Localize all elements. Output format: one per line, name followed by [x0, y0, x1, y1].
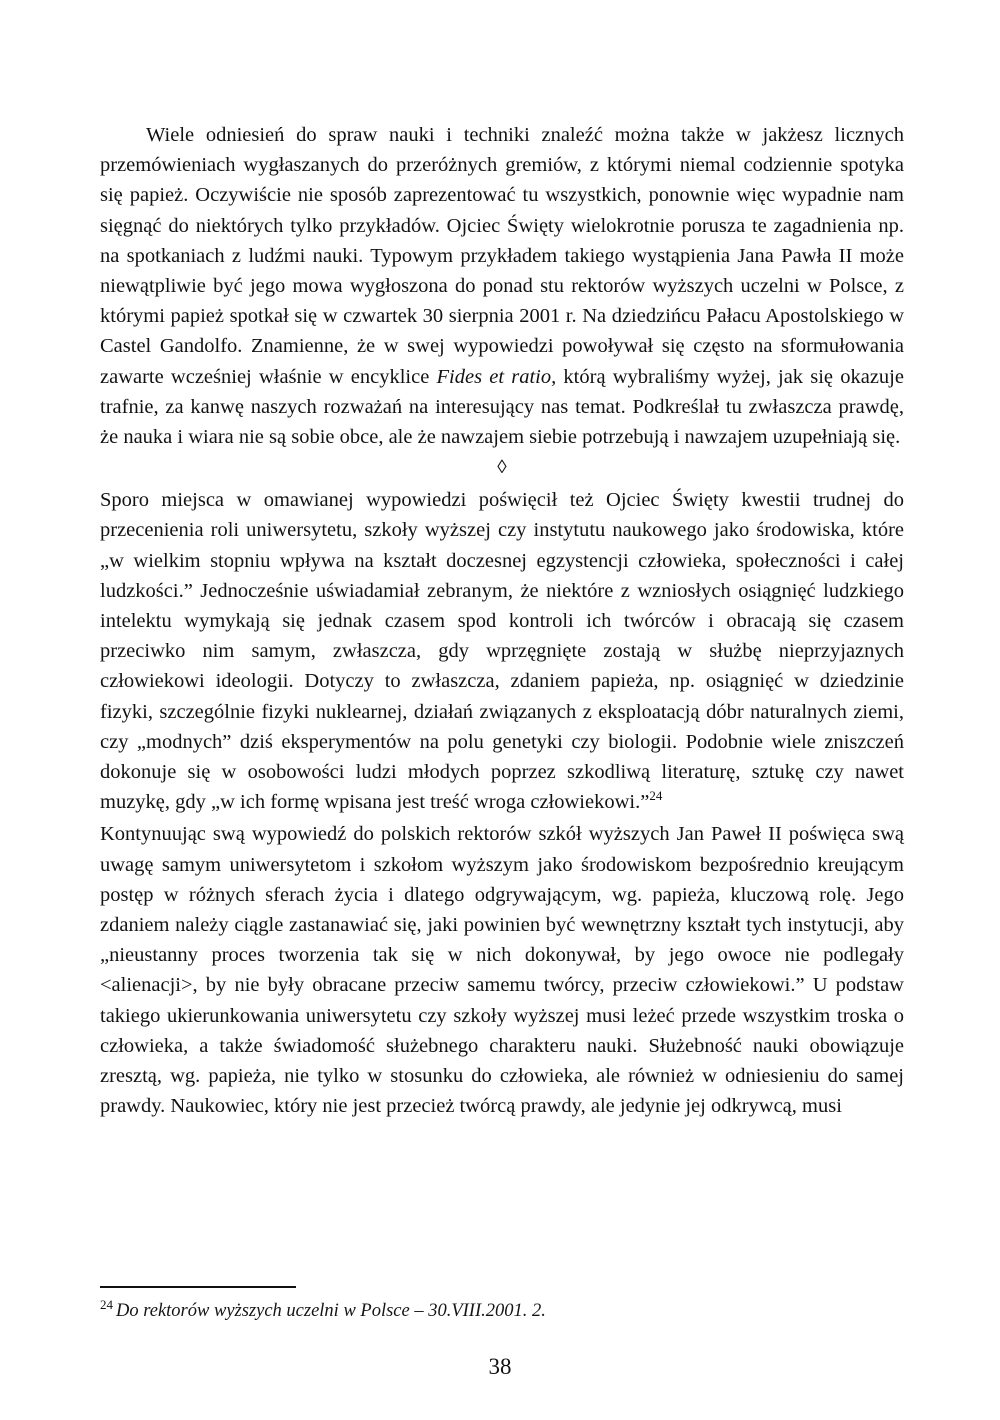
footnote-reference-24[interactable]: 24	[649, 788, 663, 804]
paragraph-1	[100, 120, 904, 452]
footnote-tail: 2.	[527, 1301, 546, 1321]
paragraph-2	[100, 485, 904, 817]
paragraph-2-text: Sporo miejsca w omawianej wypowiedzi poświęcił też Ojciec Święty kwestii trudnej do przecenienia roli uniwersytetu, szkoły wyższej czy instytutu naukowego jako środowiska, które „w wielkim stopniu wpływa na kształt doczesnej egzystencji człowieka, społeczności i całej ludzkości.” Jednocześnie uświadamiał zebranym, że niektóre z wzniosłych osiągnięć ludzkiego intelektu wymykają się jednak czasem spod kontroli ich twórców i obracają się czasem przeciwko nim samym, zwłaszcza, gdy wprzęgnięte zostają w służbę nieprzyjaznych człowiekowi ideologii. Dotyczy to zwłaszcza, zdaniem papieża, np. osiągnięć w dziedzinie fizyki, szczególnie fizyki nuklearnej, działań związanych z eksploatacją dóbr naturalnych ziemi, czy „modnych” dziś eksperymentów na polu genetyki czy biologii. Podobnie wiele zniszczeń dokonuje się w osobowości ludzi młodych poprzez szkodliwą literaturę, sztukę czy nawet muzykę, gdy „w ich formę wpisana jest treść wroga człowiekowi.”	[100, 489, 904, 814]
footnote-title: Do rektorów wyższych uczelni w Polsce – 30.VIII.2001.	[116, 1301, 528, 1321]
footnote-entry	[100, 1298, 904, 1324]
page-body	[100, 120, 904, 1122]
footnote-area	[100, 1286, 904, 1324]
section-ornament: ◊	[497, 457, 507, 479]
paragraph-3-text: Kontynuując swą wypowiedź do polskich rektorów szkół wyższych Jan Paweł II poświęca swą uwagę samym uniwersytetom i szkołom wyższym jako środowiskom bezpośrednio kreującym postęp w różnych sferach życia i dlatego odgrywającym, wg. papieża, kluczową rolę. Jego zdaniem należy ciągle zastanawiać się, jaki powinien być wewnętrzny kształt tych instytucji, aby „nieustanny proces tworzenia tak się w nich dokonywał, by jego owoce nie podlegały <alienacji>, by nie były obracane przeciw samemu twórcy, przeciw człowiekowi.” U podstaw takiego ukierunkowania uniwersytetu czy szkoły wyższej musi leżeć przede wszystkim troska o człowieka, a także świadomość służebnego charakteru nauki. Służebność nauki obowiązuje zresztą, wg. papieża, nie tylko w stosunku do człowieka, ale również w odniesieniu do samej prawdy. Naukowiec, który nie jest przecież twórcą prawdy, ale jedynie jej odkrywcą, musi	[100, 823, 904, 1118]
paragraph-1-text-a: Wiele odniesień do spraw nauki i techniki znaleźć można także w jakżesz licznych przemówieniach wygłaszanych do przeróżnych gremiów, z którymi niemal codziennie spotyka się papież. Oczywiście nie sposób zaprezentować tu wszystkich, ponownie więc wypadnie nam sięgnąć do niektórych tylko przykładów. Ojciec Święty wielokrotnie porusza te zagadnienia np. na spotkaniach z ludźmi nauki. Typowym przykładem takiego wystąpienia Jana Pawła II może niewątpliwie być jego mowa wygłoszona do ponad stu rektorów wyższych uczelni w Polsce, z którymi papież spotkał się w czwartek 30 sierpnia 2001 r. Na dziedzińcu Pałacu Apostolskiego w Castel Gandolfo. Znamienne, że w swej wypowiedzi powoływał się często na sformułowania zawarte wcześniej właśnie w encyklice	[100, 124, 904, 388]
paragraph-1-text-b: którą wybraliśmy wyżej, jak się okazuje trafnie, za kanwę naszych rozważań na interesujący nas temat. Podkreślał tu zwłaszcza prawdę, że nauka i wiara nie są sobie obce, ale że nawzajem siebie potrzebują i nawzajem uzupełniają się.	[100, 365, 904, 449]
paragraph-3	[100, 819, 904, 1121]
footnote-number: 24	[100, 1296, 113, 1312]
page-number: 38	[488, 1354, 512, 1379]
book-title-fides-et-ratio: Fides et ratio,	[436, 365, 557, 388]
footnote-separator-rule	[100, 1286, 296, 1288]
